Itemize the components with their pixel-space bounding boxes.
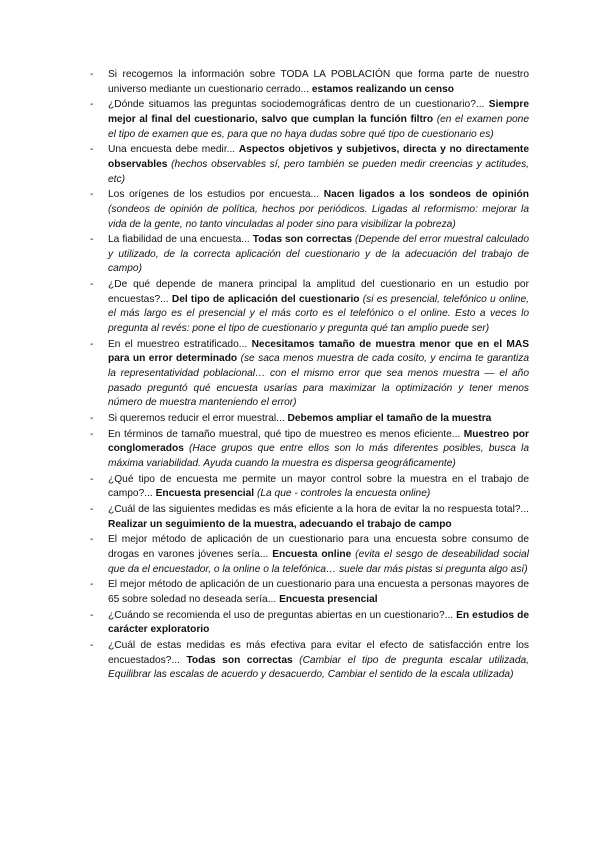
answer-text: Del tipo de aplicación del cuestionario [171,293,360,305]
question-text: Si queremos reducir el error muestral... [108,412,285,424]
question-text: ¿Dónde situamos las preguntas sociodemográficas dentro de un cuestionario?... [108,99,485,111]
question-text: Los orígenes de los estudios por encuesta... [108,189,320,201]
answer-text: En estudios de carácter exploratorio [108,609,529,636]
list-item [90,278,529,336]
answer-text: Encuesta online [272,549,352,561]
list-item [90,578,529,607]
list-item [90,412,529,427]
question-text: En el muestreo estratificado... [108,338,248,350]
note-text: (evita el sesgo de deseabilidad social que da el encuestador, o la online o la telefónica… suele dar más pistas si pregunta algo así) [108,549,529,575]
list-item [90,143,529,187]
note-text: (se saca menos muestra de cada cosito, y encima te garantiza la representatividad poblacional… con el mismo error que sea menos muestra — el año pasado preguntó qué encuesta usarías para maximizar la optimización y tener menos número de muestra manteniendo el error) [108,353,529,409]
note-text: (sondeos de opinión de política, hechos por periódicos. Ligadas al reformismo: mejorar la vida de la gente, no tanto vinculadas al poder sino para visibilizar la pobreza) [108,203,529,230]
list-item [90,98,529,142]
list-item [90,639,529,683]
answer-text: Muestreo por conglomerados [108,428,529,455]
question-text: Una encuesta debe medir... [108,144,236,156]
answer-text: Todas son correctas [186,654,293,666]
list-item [90,233,529,277]
list-item [90,533,529,577]
question-text: El mejor método de aplicación de un cuestionario para una encuesta a personas mayores de 65 sobre soledad no deseada sería... [108,579,529,606]
question-text: La fiabilidad de una encuesta... [108,234,250,246]
question-list [90,68,529,683]
answer-text: Debemos ampliar el tamaño de la muestra [287,412,492,424]
question-text: ¿De qué depende de manera principal la amplitud del cuestionario en un estudio por encuestas?... [108,279,529,305]
note-text: (Depende del error muestral calculado y utilizado, de la correcta aplicación del cuestionario y de la adecuación del trabajo de campo) [108,234,529,275]
answer-text: Necesitamos tamaño de muestra menor que en el MAS para un error determinado [108,338,529,365]
question-text: ¿Cuál de estas medidas es más efectiva para evitar el efecto de satisfacción entre los encuestados?... [108,640,529,666]
list-item [90,428,529,472]
question-text: ¿Qué tipo de encuesta me permite un mayor control sobre la muestra en el trabajo de campo?... [108,473,529,500]
question-text: ¿Cuál de las siguientes medidas es más eficiente a la hora de evitar la no respuesta total?... [108,504,529,516]
answer-text: Encuesta presencial [279,594,378,606]
list-item [90,338,529,411]
answer-text: Realizar un seguimiento de la muestra, adecuando el trabajo de campo [108,518,452,530]
list-item [90,503,529,532]
answer-text: Nacen ligados a los sondeos de opinión [323,189,529,201]
question-text: El mejor método de aplicación de un cuestionario para una encuesta sobre consumo de drogas en varones jóvenes sería... [108,534,529,561]
note-text: (Cambiar el tipo de pregunta escalar utilizada, Equilibrar las escalas de acuerdo y desacuerdo, Cambiar el sentido de la escala utilizada) [108,654,529,681]
note-text: (si es presencial, telefónico u online, el más largo es el presencial y el más corto es el telefónico o el online. Esto a veces lo pregunta al revés: pone el tipo de cuestionario y pregunta qué tan amplio puede ser) [108,293,529,335]
answer-text: Aspectos objetivos y subjetivos, directa y no directamente observables [108,144,529,170]
answer-text: Encuesta presencial [155,488,255,500]
question-text: ¿Cuándo se recomienda el uso de preguntas abiertas en un cuestionario?... [108,609,454,621]
list-item [90,68,529,97]
note-text: (en el examen pone el tipo de examen que es, para que no haya dudas sobre qué tipo de cuestionario es) [108,113,529,140]
list-item [90,188,529,232]
list-item [90,473,529,502]
answer-text: estamos realizando un censo [311,83,454,95]
note-text: (La que - controles la encuesta online) [256,488,431,500]
question-text: En términos de tamaño muestral, qué tipo de muestreo es menos eficiente... [108,428,461,440]
question-text: Si recogemos la información sobre TODA LA POBLACIÓN que forma parte de nuestro universo mediante un cuestionario cerrado... [108,69,529,95]
answer-text: Todas son correctas [252,234,352,246]
note-text: (hechos observables sí, pero también se pueden medir creencias y actitudes, etc) [108,158,529,185]
note-text: (Hace grupos que entre ellos son lo más diferentes posibles, busca la máxima variabilidad. Ayuda cuando la muestra es dispersa geográficamente) [108,443,529,469]
list-item [90,609,529,638]
answer-text: Siempre mejor al final del cuestionario, salvo que cumplan la función filtro [108,99,529,125]
